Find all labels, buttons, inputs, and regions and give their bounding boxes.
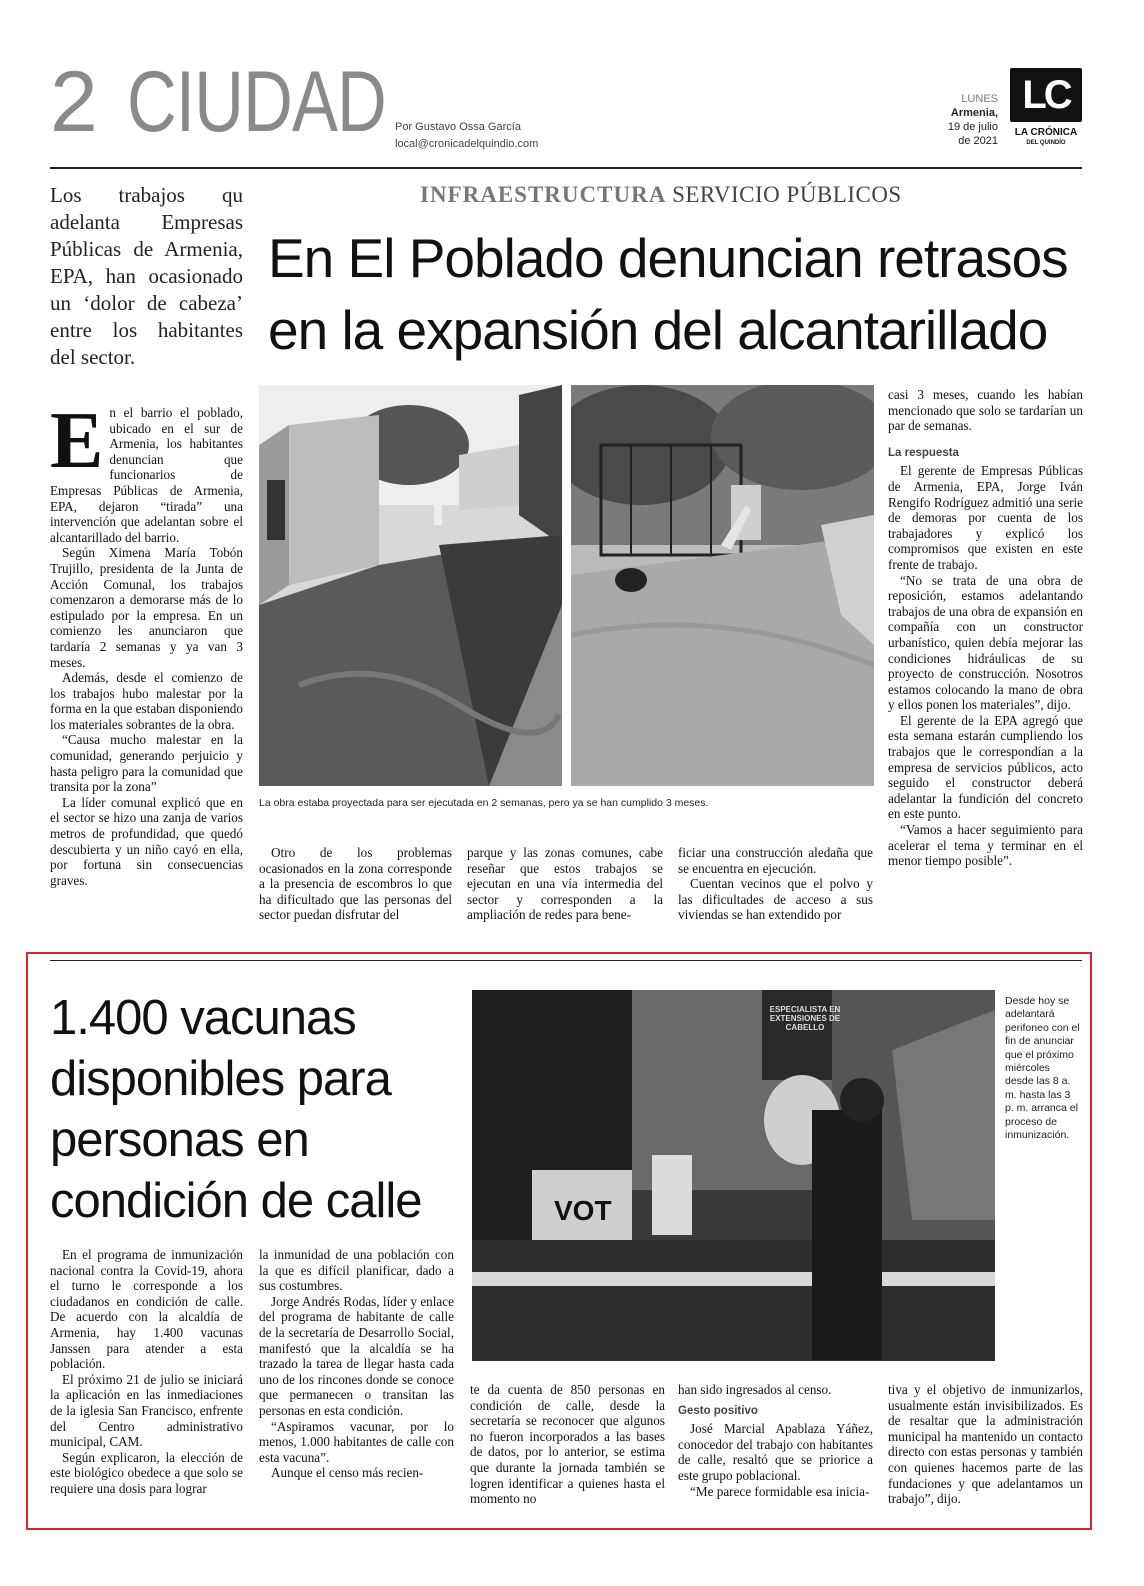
- article2-column-3: [470, 1382, 665, 1507]
- paragraph: El gerente de Empresas Públicas de Armenia, EPA, Jorge Iván Rengifo Rodríguez admitió una serie de demoras por cuenta de los trabajadores y explicó los compromisos que existen en este frente de trabajo.: [888, 463, 1083, 572]
- photo-caption: La obra estaba proyectada para ser ejecutada en 2 semanas, pero ya se han cumplido 3 meses.: [259, 797, 709, 809]
- section-title: CIUDAD: [127, 54, 386, 150]
- subhead-gesto-positivo: Gesto positivo: [678, 1404, 758, 1417]
- paragraph: Además, desde el comienzo de los trabajos hubo malestar por la forma en la que estaban disponiendo los materiales sobrantes de la obra.: [50, 670, 243, 732]
- headline-line-1: En El Poblado denuncian retrasos: [268, 227, 1068, 289]
- paragraph: parque y las zonas comunes, cabe reseñar que estos trabajos se ejecutan en una vía intermedia del sector y corresponden a la ampliación de redes para bene-: [467, 845, 663, 923]
- article2-column-1: [50, 1247, 243, 1497]
- paragraph: Jorge Andrés Rodas, líder y enlace del programa de habitante de calle de la secretaría de Desarrollo Social, manifestó que la alcaldía se ha trazado la tarea de llegar hasta cada uno de los rincones donde se conoce que permanecen o transitan las personas en esta condición.: [259, 1293, 454, 1418]
- date-block: [920, 92, 998, 148]
- paragraph: Cuentan vecinos que el polvo y las dificultades de acceso a sus viviendas se han extendido por: [678, 876, 873, 923]
- paragraph: Según Ximena María Tobón Trujillo, presidenta de la Junta de Acción Comunal, los trabajos comenzaron a demorarse más de lo estipulado por la empresa. En un comienzo les anunciaron que tardaría 2 semanas y ya van 3 meses.: [50, 545, 243, 670]
- article1-column-4: [678, 845, 873, 923]
- article1-kicker: [420, 180, 902, 210]
- paragraph: La líder comunal explicó que en el sector se hizo una zanja de varios metros de profundidad, que quedó descubierta y un niño cayó en ella, por fortuna sin consecuencias graves.: [50, 794, 243, 888]
- newspaper-logo[interactable]: [1010, 68, 1082, 154]
- paragraph: han sido ingresados al censo.: [678, 1382, 832, 1397]
- kicker-rest: SERVICIO PÚBLICOS: [672, 182, 902, 207]
- article1-headline: [268, 222, 1088, 366]
- date-city: Armenia,: [950, 107, 998, 119]
- logo-letters: LC: [1010, 68, 1082, 122]
- photo-sign-text: ESPECIALISTA EN EXTENSIONES DE CABELLO: [769, 1005, 841, 1032]
- byline: Por Gustavo Ossa García: [395, 121, 521, 133]
- article1-column-3: [467, 845, 663, 923]
- article2-column-5: [888, 1382, 1083, 1507]
- paragraph: Aunque el censo más recien-: [271, 1465, 424, 1481]
- headline-line-4: condición de calle: [50, 1174, 422, 1228]
- article1-column-1: [50, 397, 243, 888]
- paragraph: “No se trata de una obra de reposición, estamos adelantando trabajos de una obra de expansión en compañía con un constructor urbanístico, quien debía mejorar las condiciones hidráulicas de su proyecto de construcción. Nosotros estamos colocando la mano de obra y ellos ponen los materiales”, dijo.: [888, 572, 1083, 713]
- paragraph: Otro de los problemas ocasionados en la zona corresponde a la presencia de escombros lo que ha dificultado que las personas del sector puedan disfrutar del: [259, 845, 452, 923]
- paragraph: tiva y el objetivo de inmunizarlos, usualmente están invisibilizados. Es de resaltar que la administración municipal ha mantenido un contacto directo con estas personas y también con quienes hacemos parte de las fundaciones y que adelantamos un trabajo”, dijo.: [888, 1382, 1083, 1507]
- headline-line-2: en la expansión del alcantarillado: [268, 299, 1048, 361]
- paragraph: José Marcial Apablaza Yáñez, conocedor del trabajo con habitantes de calle, resaltó que se priorice a este grupo poblacional.: [678, 1421, 873, 1483]
- paragraph: n el barrio el poblado, ubicado en el sur de Armenia, los habitantes denuncian que funcionarios de Empresas Públicas de Armenia, EPA, dejaron “tirada” una intervención que adelantan sobre el alcantarillado del barrio.: [50, 405, 243, 545]
- street-photo-graphic: [259, 385, 562, 786]
- street-photo: [259, 385, 562, 786]
- paragraph: El gerente de la EPA agregó que esta semana estarán cumpliendo los trabajos que le correspondían a la empresa de servicios públicos, acto seguido el constructor deberá adelantar la fundición del concreto en este punto.: [888, 712, 1083, 822]
- paragraph: ficiar una construcción aledaña que se encuentra en ejecución.: [678, 845, 873, 876]
- paragraph: El próximo 21 de julio se iniciará la aplicación en las inmediaciones de la iglesia San Francisco, enfrente del Centro administrativo municipal, CAM.: [50, 1371, 243, 1450]
- paragraph: la inmunidad de una población con la que es difícil planificar, dado a sus costumbres.: [259, 1247, 454, 1294]
- paragraph: te da cuenta de 850 personas en condición de calle, desde la secretaría se reconocer que algunos no fueron incorporados a las bases de datos, por lo anterior, se estima que durante la jornada también se logren identificar a quienes hasta el momento no: [470, 1382, 665, 1507]
- logo-name: LA CRÓNICA: [1014, 127, 1078, 138]
- article2-column-2: [259, 1247, 454, 1481]
- paragraph: En el programa de inmunización nacional contra la Covid-19, ahora el turno le corresponde a los ciudadanos en condición de calle. De acuerdo con la alcaldía de Armenia, hay 1.400 vacunas Janssen para atender a esta población.: [50, 1247, 243, 1372]
- paragraph: “Aspiramos vacunar, por lo menos, 1.000 habitantes de calle con esta vacuna”.: [259, 1418, 454, 1465]
- headline-line-3: personas en: [50, 1113, 309, 1167]
- side-caption: Desde hoy se adelantará perifoneo con el fin de anunciar que el próximo miércoles desde las 8 a. m. hasta las 3 p. m. arranca el proceso de inmunización.: [1005, 995, 1080, 1142]
- logo-sub: DEL QUINDÍO: [1026, 140, 1066, 146]
- article2-column-4: [678, 1382, 873, 1499]
- date-day: LUNES: [961, 93, 998, 105]
- date-day-month: 19 de julio: [947, 121, 998, 133]
- paragraph: Según explicaron, la elección de este biológico obedece a que solo se requiere una dosis para lograr: [50, 1449, 243, 1496]
- masthead-rule: [50, 167, 1082, 169]
- headline-line-1: 1.400 vacunas: [50, 991, 356, 1045]
- park-photo: [571, 385, 874, 786]
- headline-line-2: disponibles para: [50, 1052, 391, 1106]
- article1-summary: Los trabajos qu adelanta Empresas Públicas de Armenia, EPA, han ocasionado un ‘dolor de cabeza’ entre los habitantes del sector.: [50, 183, 243, 369]
- paragraph: “Causa mucho malestar en la comunidad, generando perjuicio y hasta peligro para la comunidad que transita por la zona”: [50, 732, 243, 795]
- subhead-la-respuesta: La respuesta: [888, 446, 959, 459]
- article2-top-rule: [50, 960, 1082, 961]
- park-photo-graphic: [571, 385, 874, 786]
- byline-email[interactable]: local@cronicadelquindio.com: [395, 138, 539, 150]
- paragraph: “Vamos a hacer seguimiento para acelerar el tema y terminar en el menor tiempo posible”.: [888, 822, 1083, 869]
- date-year: de 2021: [958, 135, 998, 147]
- homeless-photo-graphic: [472, 990, 995, 1361]
- kicker-bold: INFRAESTRUCTURA: [420, 182, 667, 207]
- article1-column-5: [888, 387, 1083, 869]
- dropcap: E: [50, 397, 104, 485]
- paragraph: casi 3 meses, cuando les habían mencionado que solo se tardarían un par de semanas.: [888, 387, 1083, 434]
- paragraph: “Me parece formidable esa inicia-: [690, 1483, 870, 1499]
- article1-column-2: [259, 845, 452, 923]
- page-number: 2: [50, 54, 97, 150]
- homeless-person-photo: [472, 990, 995, 1361]
- article2-headline: [50, 988, 470, 1232]
- graffiti-text: VOT: [554, 1195, 612, 1226]
